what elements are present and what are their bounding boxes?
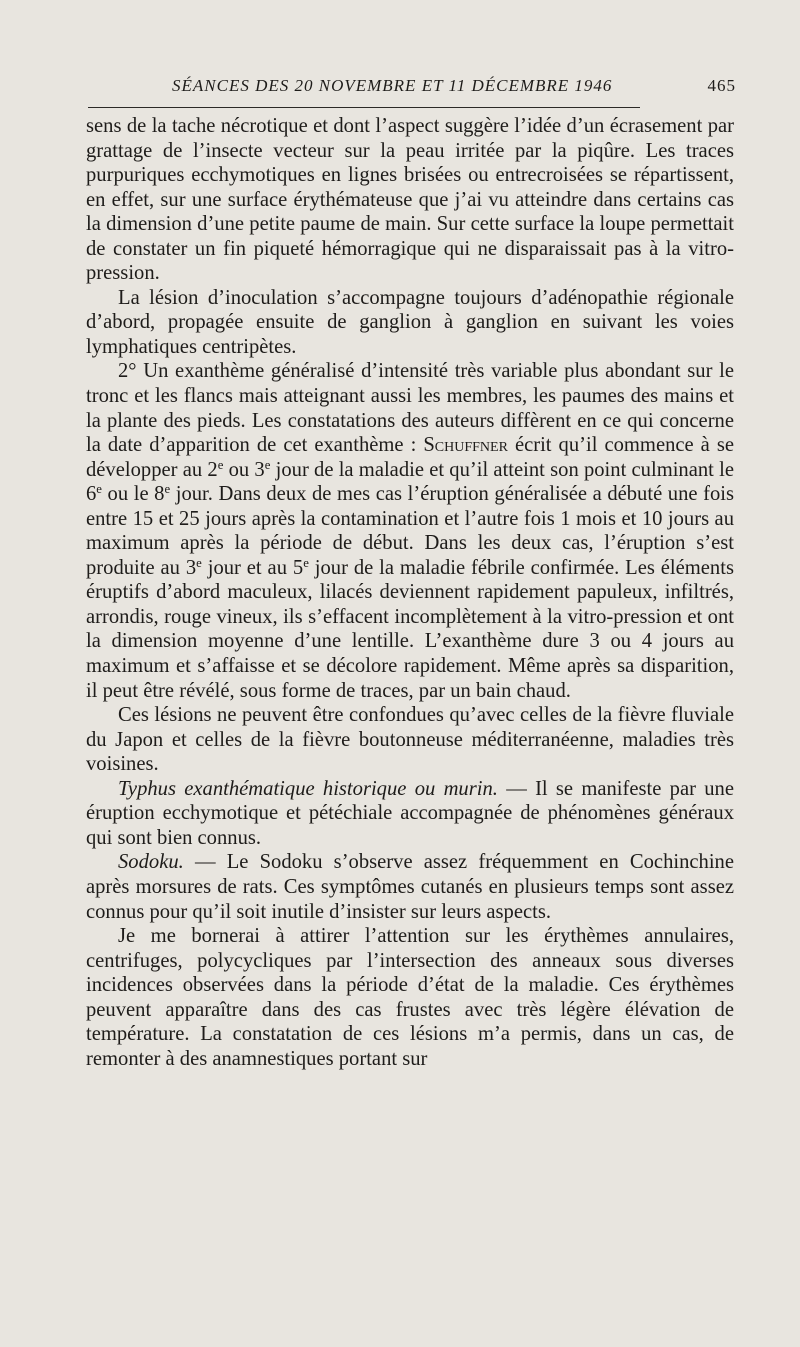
paragraph-6 bbox=[86, 850, 734, 924]
superscript: e bbox=[96, 482, 102, 497]
paragraph-4: Ces lésions ne peuvent être confondues qu’avec celles de la fièvre fluviale du Japon et celles de la fièvre boutonneuse méditerranéenne, maladies très voisines. bbox=[86, 704, 734, 776]
superscript: e bbox=[196, 555, 202, 570]
paragraph-7: Je me bornerai à attirer l’attention sur les érythèmes annulaires, centrifuges, polycycliques par l’intersection des anneaux sous diverses incidences observées dans la période d’état de la maladie. Ces érythèmes peuvent apparaître dans des cas frustes avec très légère élévation de température. La constatation de ces lésions m’a permis, dans un cas, de remonter à des anamnestiques portant sur bbox=[86, 925, 734, 1070]
paragraph-3-text-h: jour de la maladie fébrile confirmée. Les éléments éruptifs d’abord maculeux, lilacés deviennent rapidement papuleux, infiltrés, arrondis, rouge vineux, ils s’effacent incomplètement à la vitro-pression et ont la dimension moyenne d’une lentille. L’exanthème dure 3 ou 4 jours au maximum et s’affaisse et se décolore rapidement. Même après sa disparition, il peut être révélé, sous forme de traces, par un bain chaud. bbox=[86, 556, 734, 702]
header-rule bbox=[88, 107, 640, 108]
paragraph-3-text-d: jour de la maladie et qu’il atteint son point culminant le 6 bbox=[86, 458, 734, 506]
superscript: e bbox=[164, 482, 171, 497]
superscript: e bbox=[264, 457, 271, 472]
running-title: SÉANCES DES 20 NOVEMBRE ET 11 DÉCEMBRE 1946 bbox=[172, 76, 613, 95]
section-title-typhus: Typhus exanthématique historique ou murin. bbox=[118, 777, 498, 800]
paragraph-3-text-e: ou le 8 bbox=[101, 483, 165, 506]
paragraph-5-text: — Il se manifeste par une éruption ecchymotique et pétéchiale accompagnée de phénomènes généraux qui sont bien connus. bbox=[86, 777, 734, 849]
author-name: Schuffner bbox=[423, 434, 508, 457]
page-number: 465 bbox=[707, 76, 736, 95]
paragraph-3-text-c: ou 3 bbox=[223, 458, 265, 481]
paragraph-3-text-f: jour. Dans deux de mes cas l’éruption généralisée a débuté une fois entre 15 et 25 jours après la contamination et l’autre fois 1 mois et 10 jours au maximum après la période de début. Dans les deux cas, l’éruption s’est produite au 3 bbox=[86, 483, 734, 579]
paragraph-3-text-b: écrit qu’il commence à se développer au 2 bbox=[86, 434, 734, 481]
paragraph-3-text-g: jour et au 5 bbox=[201, 556, 304, 579]
superscript: e bbox=[303, 555, 309, 570]
paragraph-1: sens de la tache nécrotique et dont l’aspect suggère l’idée d’un écrasement par grattage de l’insecte vecteur sur la peau irritée par la piqûre. Les traces purpuriques ecchymotiques en lignes brisées ou entrecroisées se répartissent, en effet, sur une surface érythémateuse que j’ai vu atteindre dans certains cas la dimension d’une petite paume de main. Sur cette surface la loupe permettait de constater un fin piqueté hémorragique qui ne disparaissait pas à la vitro-pression. bbox=[86, 115, 734, 285]
running-head bbox=[86, 76, 736, 102]
paragraph-3 bbox=[86, 359, 734, 703]
section-title-sodoku: Sodoku. bbox=[118, 851, 184, 874]
superscript: e bbox=[217, 457, 224, 472]
paragraph-5 bbox=[86, 777, 734, 851]
paragraph-6-text: — Le Sodoku s’observe assez fréquemment en Cochinchine après morsures de rats. Ces symptômes cutanés en plusieurs temps sont assez connus pour qu’il soit inutile d’insister sur leurs aspects. bbox=[86, 851, 734, 923]
paragraph-3-text-a: 2° Un exanthème généralisé d’intensité très variable plus abondant sur le tronc et les flancs mais atteignant aussi les membres, les paumes des mains et la plante des pieds. Les constatations des auteurs diffèrent en ce qui concerne la date d’apparition de cet exanthème : bbox=[86, 360, 734, 457]
body-text bbox=[86, 114, 734, 1071]
paragraph-2: La lésion d’inoculation s’accompagne toujours d’adénopathie régionale d’abord, propagée ensuite de ganglion à ganglion en suivant les voies lymphatiques centripètes. bbox=[86, 286, 734, 358]
